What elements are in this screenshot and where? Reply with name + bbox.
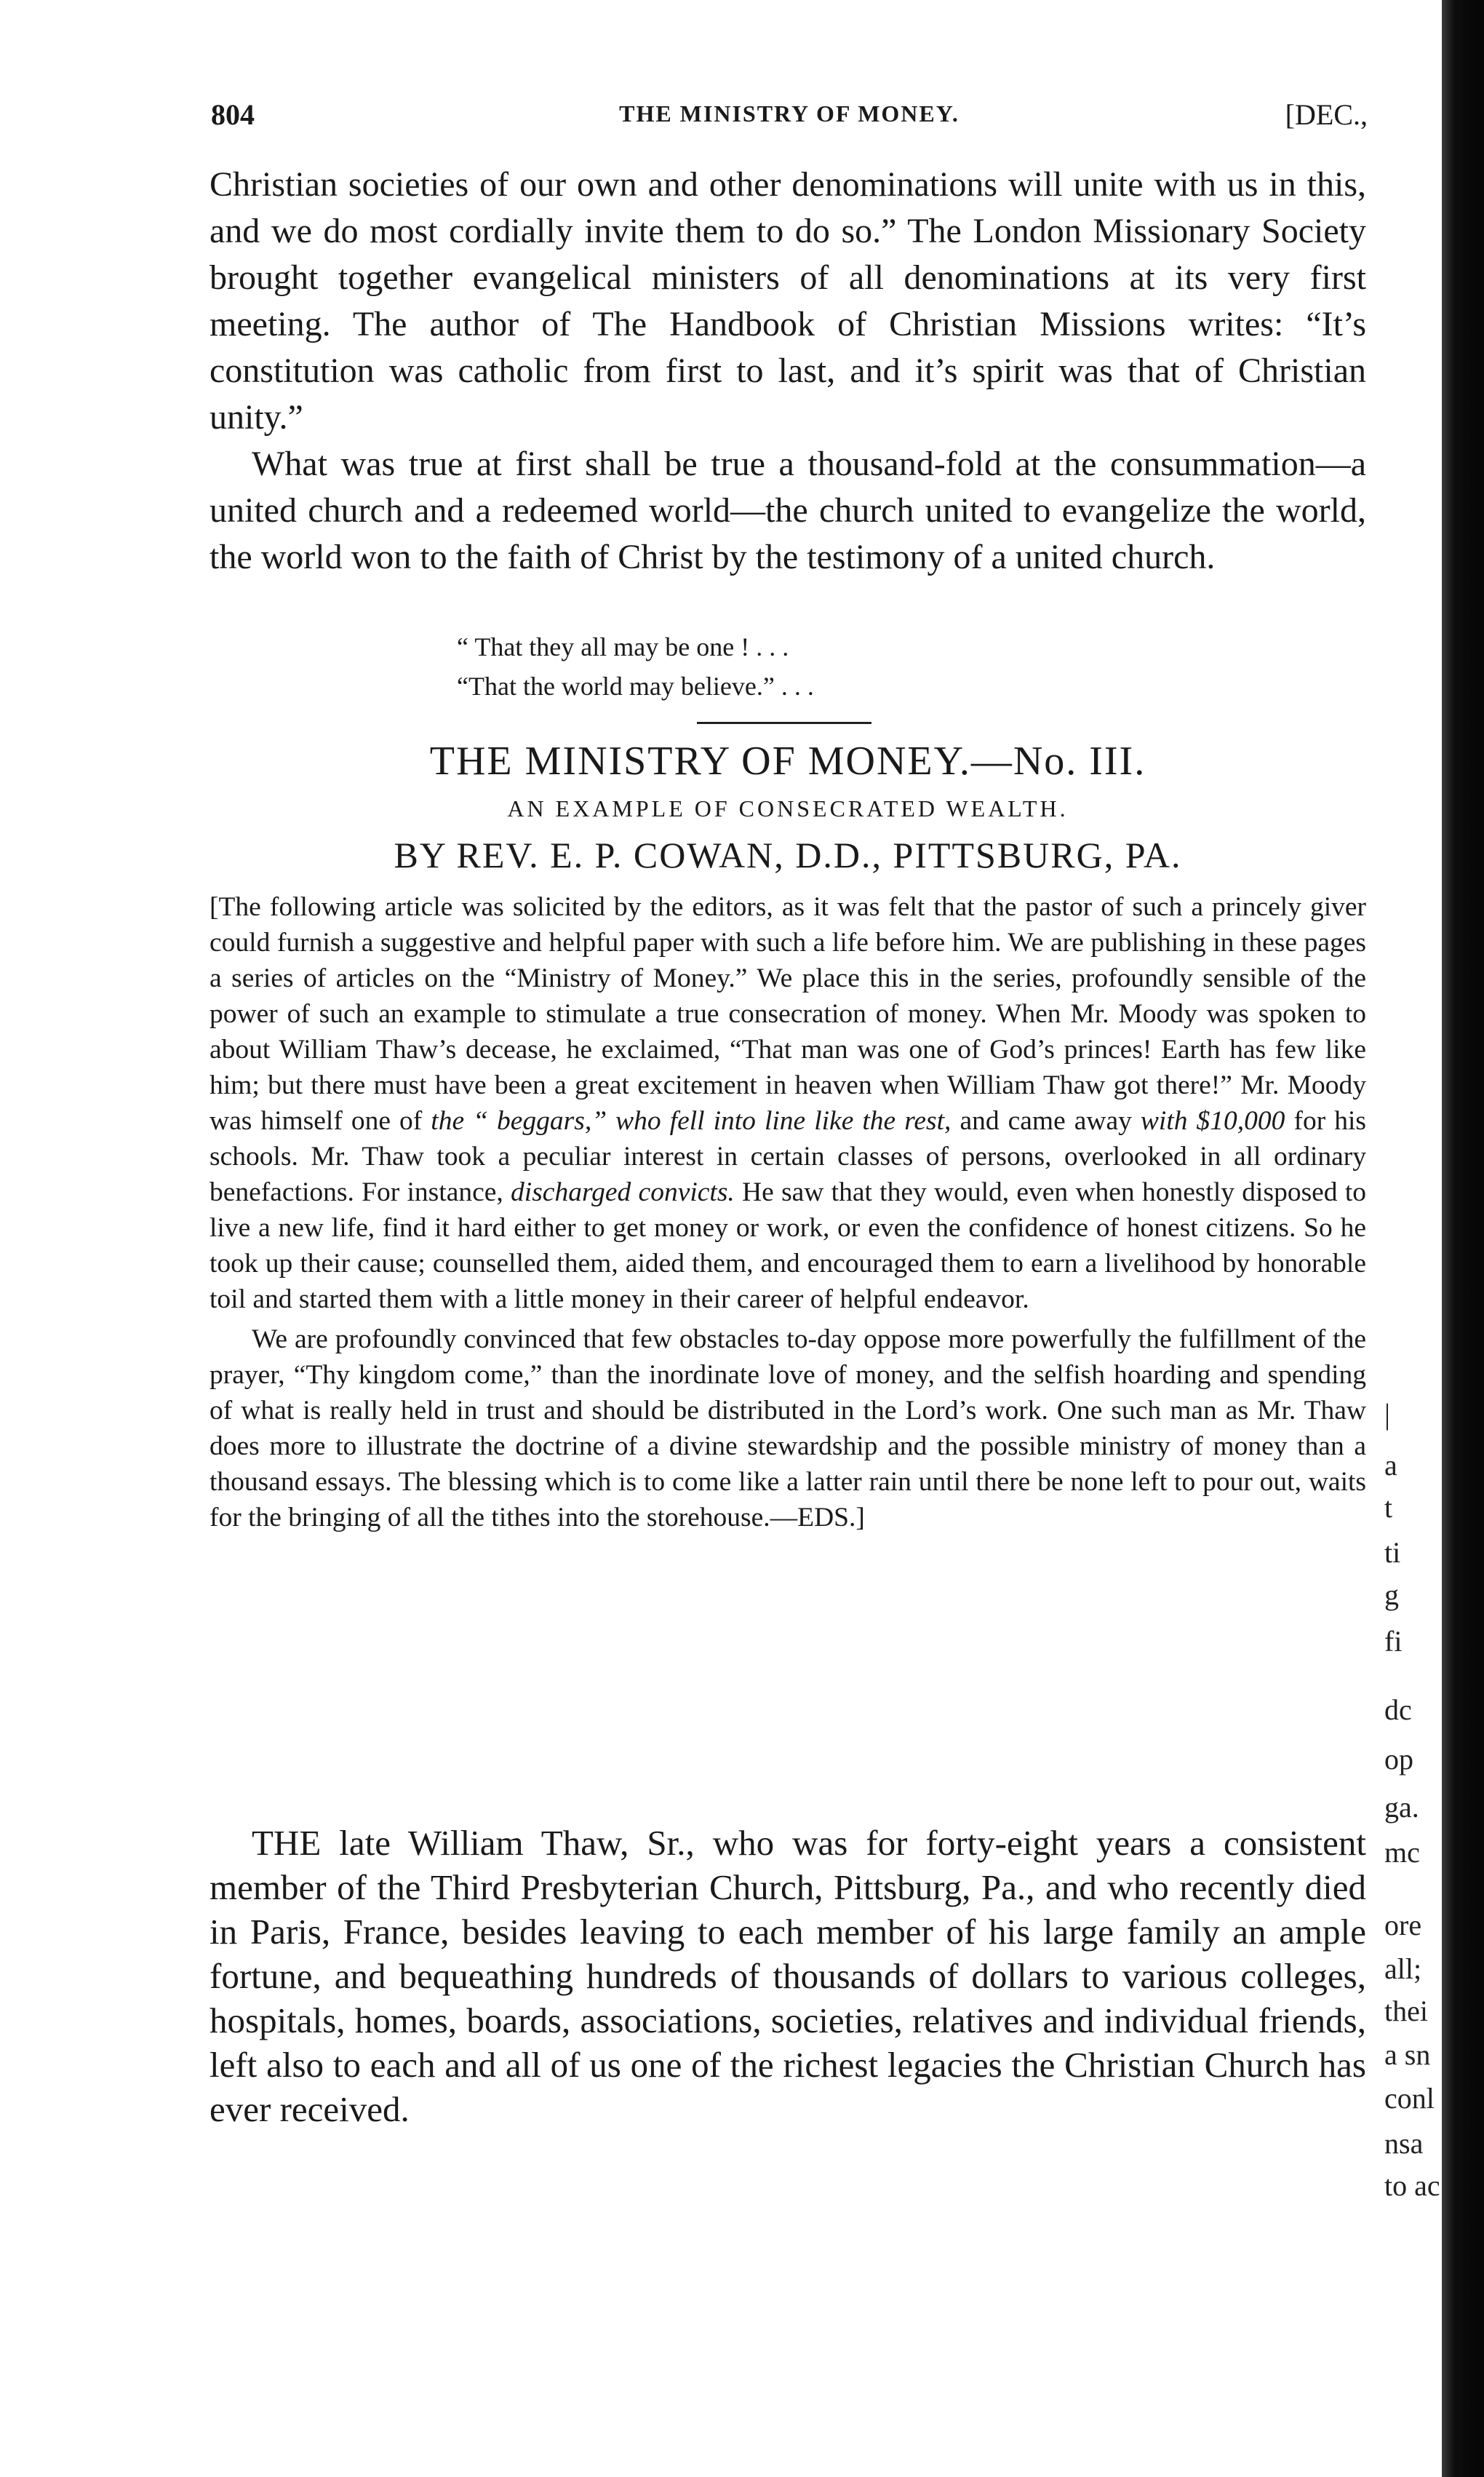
intro-paragraph-1 <box>210 162 1366 441</box>
bleed-fragment: ore <box>1384 1909 1422 1941</box>
bleed-fragment: g <box>1384 1578 1399 1611</box>
divider-rule <box>697 722 871 724</box>
bleed-fragment: fi <box>1384 1625 1403 1658</box>
editor-note <box>210 889 1366 1535</box>
bleed-fragment: op <box>1384 1743 1413 1776</box>
intro-paragraph-2-text: What was true at first shall be true a thousand-fold at the consummation—a united church and a redeemed world—the church united to evangelize the world, the world won to the faith of Christ by the testimony of a united church. <box>210 445 1366 576</box>
quote-line-2: “That the world may believe.” . . . <box>457 672 814 701</box>
page-header <box>211 98 1368 141</box>
editor-note-text-a: [The following article was solicited by the editors, as it was felt that the pastor of such a princely giver could furnish a suggestive and helpful paper with such a life before him. We are publishing in these pages a series of articles on the “Ministry of Money.” We place this in the series, profoundly sensible of the power of such an example to stimulate a true consecration of money. When Mr. Moody was spoken to about William Thaw’s decease, he exclaimed, “That man was one of God’s princes! Earth has few like him; but there must have been a great excitement in heaven when William Thaw got there!” Mr. Moody was himself one of <box>210 892 1366 1136</box>
opening-body: late William Thaw, Sr., who was for forty-eight years a consistent member of the Third Presbyterian Church, Pittsburg, Pa., and who recently died in Paris, France, besides leaving to each member of his large family an ample fortune, and bequeathing hundreds of thousands of dollars to various colleges, hospitals, homes, boards, associations, societies, relatives and individual friends, left also to each and all of us one of the richest legacies the Christian Church has ever received. <box>210 1823 1366 2129</box>
editor-note-text-e: for his schools. Mr. Thaw took a peculiar interest in certain classes of persons, overlooked in all ordinary benefactions. For instance, <box>210 1106 1366 1207</box>
bleed-fragment: mc <box>1384 1836 1420 1869</box>
bleed-fragment: ga. <box>1384 1791 1419 1824</box>
page-number: 804 <box>211 98 255 131</box>
article-opening-paragraph <box>210 1821 1366 2131</box>
running-title: THE MINISTRY OF MONEY. <box>619 100 960 127</box>
article-opening-text <box>210 1821 1366 2131</box>
bleed-fragment: all; <box>1384 1952 1422 1985</box>
page-edge-shadow <box>1442 0 1484 2477</box>
intro-paragraph-2 <box>210 441 1366 581</box>
opening-lead-word: THE <box>252 1823 322 1863</box>
quote-line-1: “ That they all may be one ! . . . <box>457 632 789 661</box>
bleed-fragment: conl <box>1384 2082 1435 2115</box>
intro-paragraph-1-text: Christian societies of our own and other denominations will unite with us in this, and we do most cordially invite them to do so.” The London Missionary Society brought together evangelical ministers of all denominations at its very first meeting. The author of The Handbook of Christian Missions writes: “It’s constitution was catholic from first to last, and it’s spirit was that of Christian unity.” <box>210 165 1366 437</box>
article-title: THE MINISTRY OF MONEY.—No. III. <box>429 739 1146 784</box>
bleed-fragment: a <box>1384 1449 1397 1482</box>
month-label: [DEC., <box>1285 98 1368 131</box>
bleed-fragment: t <box>1384 1491 1393 1524</box>
article-byline: BY REV. E. P. COWAN, D.D., PITTSBURG, PA. <box>394 835 1182 875</box>
bleed-fragment: to ac <box>1384 2169 1440 2202</box>
bleed-fragment: a sn <box>1384 2038 1431 2071</box>
bleed-fragment: nsa <box>1384 2127 1424 2160</box>
editor-note-text-f: discharged convicts. <box>511 1177 735 1207</box>
bleed-fragment: | <box>1384 1398 1391 1431</box>
editor-note-text-d: with $10,000 <box>1140 1106 1285 1136</box>
closing-quote <box>210 627 1366 706</box>
bleed-fragment: dc <box>1384 1693 1412 1726</box>
bleed-fragment: ti <box>1384 1536 1401 1569</box>
section-divider <box>210 722 1366 724</box>
editor-note-text-c: and came away <box>951 1106 1141 1136</box>
facing-page-bleed <box>1379 0 1444 2477</box>
editor-note-text-g: He saw that they would, even when honestly disposed to live a new life, find it hard either to get money or work, or even the confidence of honest citizens. So he took up their cause; counselled them, aided them, and encouraged them to earn a livelihood by honorable toil and started them with a little money in their career of helpful endeavor. <box>210 1177 1366 1314</box>
editor-note-paragraph-2: We are profoundly convinced that few obstacles to-day oppose more powerfully the fulfillment of the prayer, “Thy kingdom come,” than the inordinate love of money, and the selfish hoarding and spending of what is really held in trust and should be distributed in the Lord’s work. One such man as Mr. Thaw does more to illustrate the doctrine of a divine stewardship and the possible ministry of money than a thousand essays. The blessing which is to come like a latter rain until there be none left to pour out, waits for the bringing of all the tithes into the storehouse.—EDS.] <box>210 1324 1366 1532</box>
editor-note-paragraph-1 <box>210 889 1366 1317</box>
article-subtitle: AN EXAMPLE OF CONSECRATED WEALTH. <box>507 795 1069 822</box>
bleed-fragment: thei <box>1384 1995 1428 2027</box>
editor-note-text-b: the “ beggars,” who fell into line like the rest, <box>431 1106 952 1136</box>
